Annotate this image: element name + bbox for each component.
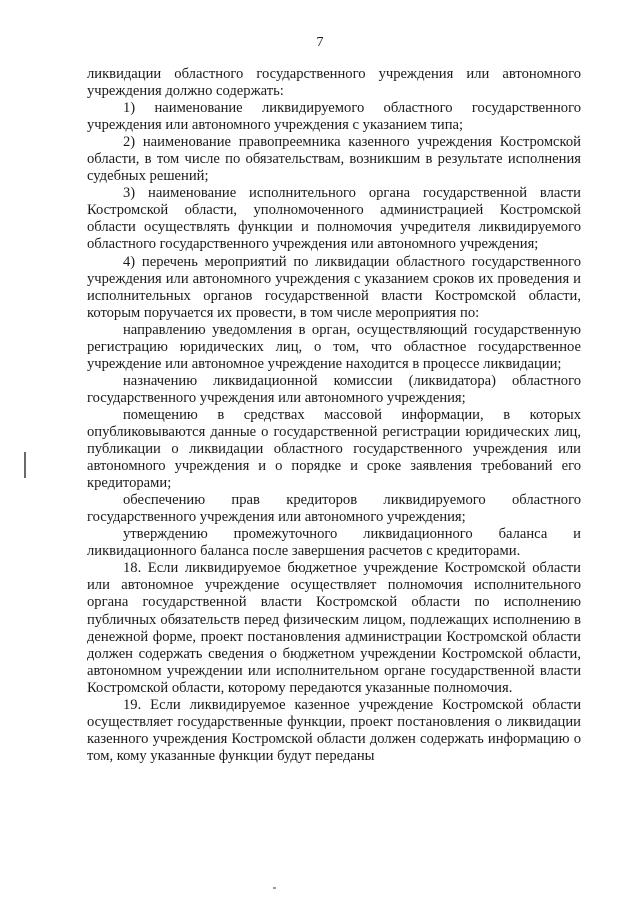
paragraph-item-4: 4) перечень мероприятий по ликвидации областного государственного учреждения или автономного учреждения с указанием сроков их проведения и исполнительных органов государственной власти Костромской области, которым поручается их провести, в том числе мероприятия по: <box>87 253 581 321</box>
paragraph-measure-publication: помещению в средствах массовой информации, в которых опубликовываются данные о государственной регистрации юридических лиц, публикации о ликвидации областного государственного учреждения или автономного учреждения и о порядке и сроке заявления требований его кредиторами; <box>87 406 581 492</box>
document-body <box>87 66 581 765</box>
scan-dot-mark <box>273 887 276 889</box>
page-number: 7 <box>316 35 324 50</box>
paragraph-measure-creditors: обеспечению прав кредиторов ликвидируемого областного государственного учреждения или автономного учреждения; <box>87 492 581 526</box>
paragraph-item-3: 3) наименование исполнительного органа государственной власти Костромской области, уполномоченного администрацией Костромской области осуществлять функции и полномочия учредителя ликвидируемого областного государственного учреждения или автономного учреждения; <box>87 185 581 253</box>
paragraph-clause-18: 18. Если ликвидируемое бюджетное учреждение Костромской области или автономное учреждение осуществляет полномочия исполнительного органа государственной власти Костромской области по исполнению публичных обязательств перед физическим лицом, подлежащих исполнению в денежной форме, проект постановления администрации Костромской области должен содержать сведения о бюджетном учреждении Костромской области, автономном учреждении или исполнительном органе государственной власти Костромской области, которому передаются указанные полномочия. <box>87 560 581 696</box>
paragraph-clause-19: 19. Если ликвидируемое казенное учреждение Костромской области осуществляет государственные функции, проект постановления о ликвидации казенного учреждения Костромской области должен содержать информацию о том, кому указанные функции будут переданы <box>87 696 581 764</box>
paragraph-measure-commission: назначению ликвидационной комиссии (ликвидатора) областного государственного учреждения или автономного учреждения; <box>87 372 581 406</box>
paragraph-measure-balance: утверждению промежуточного ликвидационного баланса и ликвидационного баланса после завершения расчетов с кредиторами. <box>87 526 581 560</box>
paragraph-intro: ликвидации областного государственного учреждения или автономного учреждения должно содержать: <box>87 66 581 100</box>
margin-scan-mark <box>24 452 26 478</box>
paragraph-measure-notification: направлению уведомления в орган, осуществляющий государственную регистрацию юридических лиц, о том, что областное государственное учреждение или автономное учреждение находится в процессе ликвидации; <box>87 321 581 372</box>
paragraph-item-1: 1) наименование ликвидируемого областного государственного учреждения или автономного учреждения с указанием типа; <box>87 100 581 134</box>
paragraph-item-2: 2) наименование правопреемника казенного учреждения Костромской области, в том числе по обязательствам, возникшим в результате исполнения судебных решений; <box>87 134 581 185</box>
